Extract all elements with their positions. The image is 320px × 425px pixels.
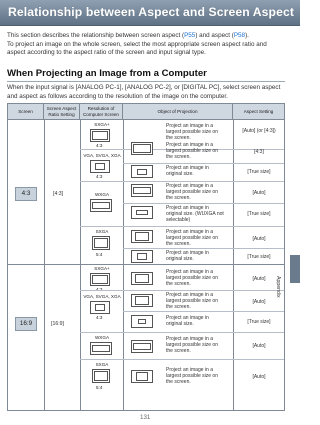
aspect-text: [True size]: [247, 169, 271, 175]
intro-text-d: To project an image on the whole screen, select the most appropriate screen aspect ratio and aspect according to the aspect ratio of the screen and input signal type.: [7, 40, 267, 57]
page-title: Relationship between Aspect and Screen Aspect: [8, 5, 295, 19]
aspect-text: [Auto]: [252, 276, 266, 282]
ref-link-p55[interactable]: P55: [184, 32, 196, 39]
res-label-vga-svga-xga: VGA, SVGA, XGA: [83, 294, 121, 299]
aspect-4-3-icon: [90, 273, 110, 286]
header-screen: Screen: [8, 104, 44, 120]
row-divider: [80, 332, 284, 333]
screen-label-4-3: 4:3: [15, 187, 37, 201]
section-heading: When Projecting an Image from a Computer: [7, 68, 207, 79]
title-banner: [0, 0, 300, 26]
aspect-text: [Auto]: [252, 374, 266, 380]
aspect-text: [True size]: [247, 319, 271, 325]
aspect-text: [Auto] (or [4:3]): [242, 128, 276, 134]
aspect-5-4-icon: [92, 236, 110, 250]
aspect-text: [Auto]: [252, 236, 266, 242]
section-divider: [7, 81, 285, 82]
ratio-setting-4-3: [4:3]: [53, 191, 64, 197]
header-ratio: Screen Aspect Ratio Setting: [44, 104, 80, 120]
ref-link-p58[interactable]: P58: [233, 32, 246, 39]
object-text: Project an image in a largest possible size on the screen.: [166, 229, 218, 247]
res-label-vga-svga-xga: VGA, SVGA, XGA: [83, 153, 121, 158]
aspect-wide-icon: [90, 199, 112, 212]
projection-preview-icon: [131, 206, 153, 219]
object-text: Project an image in a largest possible size on the screen.: [166, 269, 218, 287]
object-text: Project an image in original size.: [166, 165, 209, 177]
aspect-4-3-icon: [90, 301, 110, 314]
aspect-text: [True size]: [247, 254, 271, 260]
row-divider: [80, 290, 284, 291]
projection-preview-icon: [131, 184, 153, 197]
projection-preview-icon: [131, 315, 153, 328]
aspect-text: [True size]: [247, 211, 271, 217]
object-text: Project an image in original size.: [166, 315, 209, 327]
projection-preview-icon: [131, 230, 153, 243]
res-sub-ratio: 4:3: [96, 143, 103, 148]
aspect-table: [7, 103, 285, 411]
aspect-5-4-icon: [92, 369, 110, 383]
row-divider: [123, 248, 284, 249]
projection-preview-icon: [131, 142, 153, 155]
object-text: Project an image in a largest possible size on the screen.: [166, 183, 218, 201]
appendix-tab[interactable]: [290, 255, 300, 283]
row-divider: [123, 163, 284, 164]
object-text: Project an image in a largest possible size on the screen.: [166, 336, 218, 354]
header-object: Object of Projection: [123, 104, 233, 120]
projection-preview-icon: [131, 294, 153, 307]
res-label-wxga: WXGA: [94, 335, 110, 340]
row-divider: [123, 311, 284, 312]
aspect-text: [4:3]: [254, 149, 264, 155]
res-sub-ratio: 5:4: [96, 385, 103, 390]
row-divider: [80, 359, 284, 360]
aspect-4-3-icon: [90, 160, 110, 173]
section-paragraph: When the input signal is [ANALOG PC-1], [ANALOG PC-2], or [DIGITAL PC], select screen aspect and aspect as follows according to the resolution of the image on the computer.: [7, 84, 281, 100]
aspect-text: [Auto]: [252, 299, 266, 305]
projection-preview-icon: [131, 165, 153, 178]
object-text: Project an image in original size. (WUXGA not selectable): [166, 205, 224, 223]
header-aspect: Aspect Setting: [233, 104, 284, 120]
projection-preview-icon: [131, 370, 153, 383]
res-sub-ratio: 4:3: [96, 315, 103, 320]
res-label-sxga-plus: SXGA+: [94, 122, 110, 127]
res-label-sxga-plus: SXGA+: [94, 266, 110, 271]
object-text: Project an image in original size.: [166, 250, 209, 262]
aspect-4-3-icon: [90, 129, 110, 142]
projection-preview-icon: [131, 340, 153, 353]
projection-preview-icon: [131, 272, 153, 285]
group-divider: [8, 264, 284, 265]
projection-preview-icon: [131, 250, 153, 263]
object-text: Project an image in a largest possible size on the screen.: [166, 123, 218, 141]
object-text: Project an image in a largest possible size on the screen.: [166, 292, 218, 310]
appendix-tab-label: Appendix: [275, 276, 281, 298]
intro-text-c: ).: [245, 32, 249, 39]
col-divider: [44, 120, 45, 410]
aspect-text: [Auto]: [252, 190, 266, 196]
aspect-wide-icon: [90, 342, 112, 355]
res-sub-ratio: 4:3: [96, 174, 103, 179]
object-text: Project an image in a largest possible size on the screen.: [166, 367, 218, 385]
res-label-sxga: SXGA: [95, 362, 109, 367]
page-number: 131: [140, 414, 151, 421]
col-divider: [80, 120, 81, 410]
screen-label-16-9: 16:9: [15, 317, 37, 331]
row-divider: [80, 181, 284, 182]
intro-text-b: ) and aspect (: [195, 32, 234, 39]
object-text: Project an image in a largest possible size on the screen.: [166, 142, 218, 160]
row-divider: [123, 203, 284, 204]
intro-text-a: This section describes the relationship between screen aspect (: [7, 32, 185, 39]
res-sub-ratio: 5:4: [96, 252, 103, 257]
ratio-setting-16-9: [16:9]: [51, 321, 64, 327]
res-label-sxga: SXGA: [95, 229, 109, 234]
intro-paragraph: [7, 32, 287, 58]
row-divider: [80, 226, 284, 227]
header-resolution: Resolution of Computer Screen: [80, 104, 123, 120]
res-label-wxga: WXGA: [94, 192, 110, 197]
aspect-text: [Auto]: [252, 343, 266, 349]
